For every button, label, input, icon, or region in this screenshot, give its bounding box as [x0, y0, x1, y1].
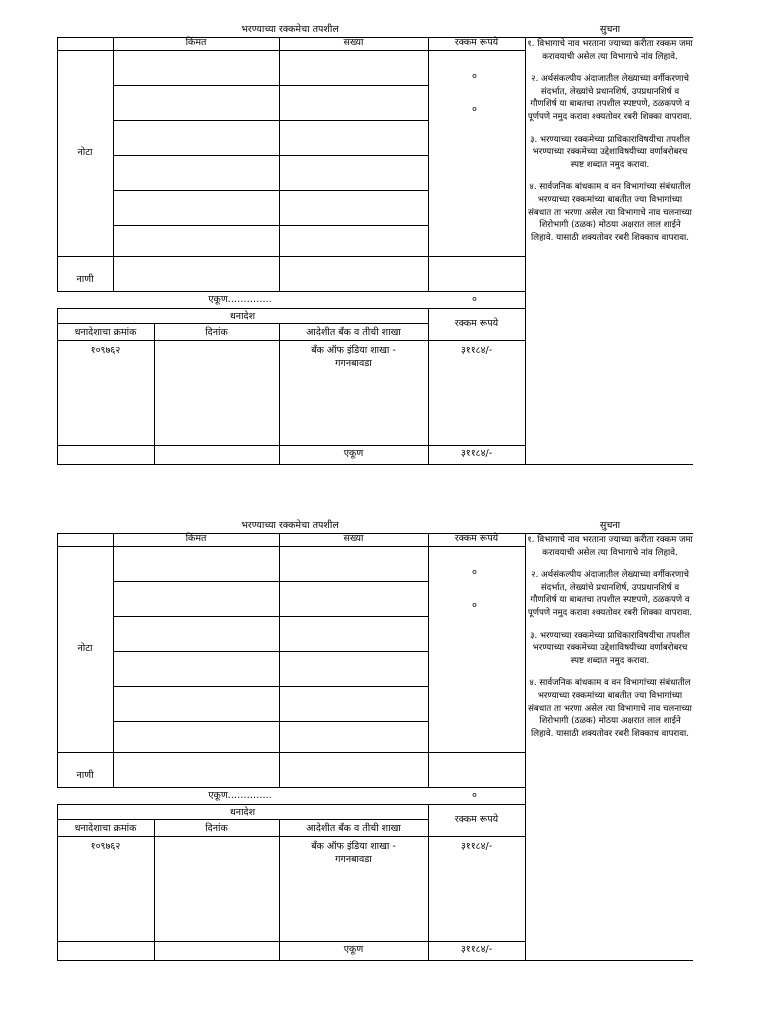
form-title: भरण्याच्या रक्कमेचा तपशील [241, 24, 339, 35]
dd-total-value: ३११८४/- [460, 944, 493, 955]
dd-total-value: ३११८४/- [460, 448, 493, 459]
instruction-3: ३. भरण्याच्या रक्कमेच्या प्राधिकाराविषयीचा तपशील भरण्याच्या रक्कमेच्या उद्देशाविषयीच्या वर्णाबरोबरच स्पष्ट शब्दात नमुद करावा. [530, 630, 690, 666]
total-label: एकूण………….. [208, 294, 272, 305]
notes-title: सुचना [599, 520, 621, 531]
dd-total-label: एकूण [343, 448, 364, 459]
dd-amount: ३११८४/- [460, 345, 493, 356]
col-amount-header: रक्कम रूपये [454, 533, 499, 544]
total-value: ० [472, 294, 477, 305]
instruction-1: १. विभागाचे नाव भरताना ज्याच्या करीता रक्कम जमा करावयाची असेल त्या विभागाचे नांव लिहावे. [527, 535, 693, 558]
dd-number: १०९७६२ [90, 345, 121, 356]
challan-copy-2 [0, 520, 768, 960]
dd-header: धनादेश [229, 807, 256, 818]
col-value-header: किंमत [185, 37, 207, 48]
dd-date-header: दिनांक [205, 823, 228, 834]
notes-amount-2: ० [472, 104, 477, 115]
dd-header: धनादेश [229, 311, 256, 322]
notes-title: सुचना [599, 24, 621, 35]
col-amount-header: रक्कम रूपये [454, 37, 499, 48]
notes-amount-2: ० [472, 600, 477, 611]
dd-amount-header: रक्कम रूपये [454, 814, 499, 825]
instruction-2: २. अर्थसंकल्पीय अंदाजातील लेख्याच्या वर्गीकरणाचे संदर्भात, लेख्यांचे प्रधानशिर्ष, उपप्रधानशिर्ष व गौणशिर्ष या बाबतचा तपशील स्पष्टपणे, ठळकपणे व पूर्णपणे नमुद करावा श्क्यतोवर रबरी शिक्का वापरावा. [527, 74, 693, 122]
total-label: एकूण………….. [208, 790, 272, 801]
instruction-3: ३. भरण्याच्या रक्कमेच्या प्राधिकाराविषयीचा तपशील भरण्याच्या रक्कमेच्या उद्देशाविषयीच्या वर्णाबरोबरच स्पष्ट शब्दात नमुद करावा. [530, 134, 690, 170]
instruction-4: ४. सार्वजनिक बांधकाम व वन विभागांच्या संबंधातील भरण्याच्या रक्कमांच्या बाबतीत ज्या विभागांच्या संबधात ता भरणा असेल त्या विभागाचे नाव चलनाच्या शिरोभागी (ठळक) मोठया अक्षरात लाल शाईने लिहावे. यासाठी शक्यतोवर रबरी शिक्काच वापरावा. [528, 182, 692, 243]
dd-amount-header: रक्कम रूपये [454, 318, 499, 329]
col-count-header: संख्या [343, 533, 364, 544]
dd-bank-header: आदेशीत बँक व तीची शाखा [306, 823, 401, 834]
instruction-4: ४. सार्वजनिक बांधकाम व वन विभागांच्या संबंधातील भरण्याच्या रक्कमांच्या बाबतीत ज्या विभागांच्या संबधात ता भरणा असेल त्या विभागाचे नाव चलनाच्या शिरोभागी (ठळक) मोठया अक्षरात लाल शाईने लिहावे. यासाठी शक्यतोवर रबरी शिक्काच वापरावा. [528, 678, 692, 739]
dd-amount: ३११८४/- [460, 841, 493, 852]
challan-slip [0, 24, 768, 464]
instruction-1: १. विभागाचे नाव भरताना ज्याच्या करीता रक्कम जमा करावयाची असेल त्या विभागाचे नांव लिहावे. [527, 39, 693, 62]
dd-bank-header: आदेशीत बँक व तीची शाखा [306, 327, 401, 338]
row-notes-label: नोटा [77, 147, 93, 158]
notes-amount-1: ० [472, 567, 477, 578]
col-value-header: किंमत [185, 533, 207, 544]
form-title: भरण्याच्या रक्कमेचा तपशील [241, 520, 339, 531]
instructions-list [527, 534, 693, 750]
dd-number: १०९७६२ [90, 841, 121, 852]
row-coins-label: नाणी [76, 274, 94, 285]
instructions-list [527, 38, 693, 254]
challan-slip [0, 520, 768, 960]
dd-number-header: धनादेशाचा क्रमांक [74, 327, 137, 338]
total-value: ० [472, 790, 477, 801]
dd-number-header: धनादेशाचा क्रमांक [74, 823, 137, 834]
dd-date-header: दिनांक [205, 327, 228, 338]
notes-amount-1: ० [472, 71, 477, 82]
row-notes-label: नोटा [77, 643, 93, 654]
col-count-header: संख्या [343, 37, 364, 48]
dd-bank-line-1: बँक ऑफ इंडिया शाखा - [311, 345, 396, 356]
instruction-2: २. अर्थसंकल्पीय अंदाजातील लेख्याच्या वर्गीकरणाचे संदर्भात, लेख्यांचे प्रधानशिर्ष, उपप्रधानशिर्ष व गौणशिर्ष या बाबतचा तपशील स्पष्टपणे, ठळकपणे व पूर्णपणे नमुद करावा श्क्यतोवर रबरी शिक्का वापरावा. [527, 570, 693, 618]
dd-bank-line-2: गगनबावडा [335, 358, 372, 369]
dd-bank-line-2: गगनबावडा [335, 854, 372, 865]
row-coins-label: नाणी [76, 770, 94, 781]
challan-copy-1 [0, 24, 768, 464]
dd-total-label: एकूण [343, 944, 364, 955]
dd-bank-line-1: बँक ऑफ इंडिया शाखा - [311, 841, 396, 852]
